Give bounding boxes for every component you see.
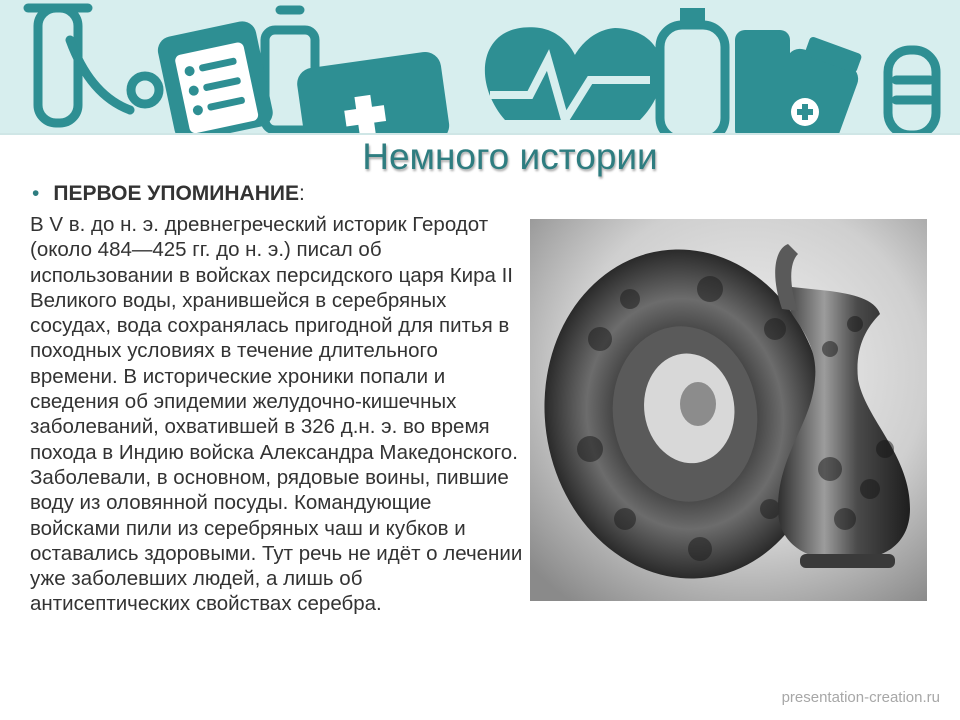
history-paragraph: В V в. до н. э. древнегреческий историк Геродот (около 484—425 гг. до н. э.) писал об использовании в войсках персидского царя Кира II Великого воды, хранившейся в серебряных сосудах, вода сохранялась пригодной для питья в походных условиях в течение длительного времени. В исторические хроники попали и сведения об эпидемии желудочно-кишечных заболеваний, охватившей в 326 д.н. э. во время похода в Индию войска Александра Македонского. Заболевали, в основном, рядовые воины, пившие воду из оловянной посуды. Командующие войсками пили из серебряных чаш и кубков и оставались здоровыми. Тут речь не идёт о лечении уже заболевших людей, а лишь об антисептических свойствах серебра. (30, 213, 523, 616)
silver-plate-and-jug-photo (530, 219, 927, 601)
page-title: Немного истории (362, 136, 658, 177)
bullet-heading-text: ПЕРВОЕ УПОМИНАНИЕ (53, 182, 299, 205)
footer-watermark: presentation-creation.ru (781, 689, 940, 706)
bullet-heading (32, 182, 305, 206)
bullet-colon: : (298, 182, 305, 205)
medical-banner (0, 0, 960, 135)
bullet-icon: • (32, 182, 40, 205)
syringe-right-icon (888, 50, 936, 135)
heart-pulse-icon (485, 27, 662, 120)
clipboard-icon (155, 19, 275, 135)
stethoscope-icon (70, 40, 159, 110)
